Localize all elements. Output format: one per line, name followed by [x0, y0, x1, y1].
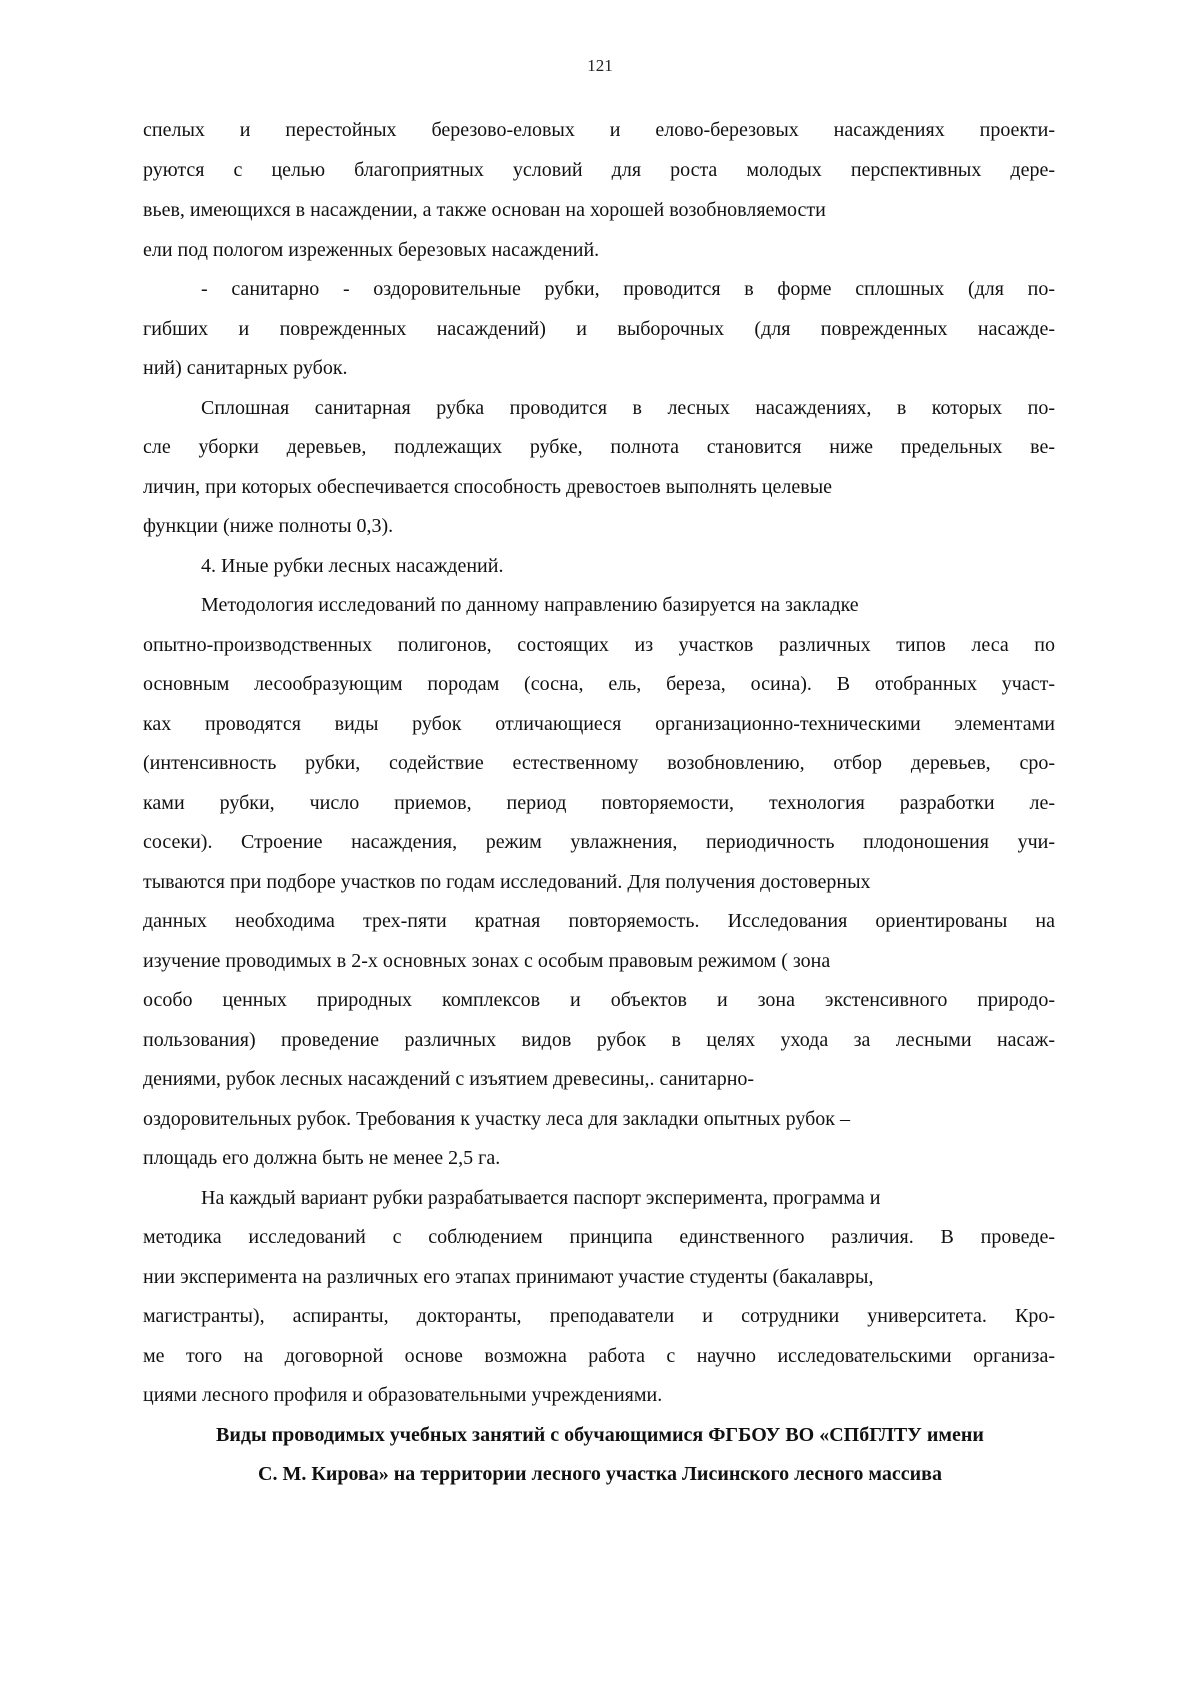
text-line: личин, при которых обеспечивается способность древостоев выполнять целевые	[143, 476, 833, 498]
text-line: ний) санитарных рубок.	[143, 357, 348, 379]
section-heading: Виды проводимых учебных занятий с обучающимися ФГБОУ ВО «СПбГЛТУ имени	[216, 1424, 984, 1446]
text-line: основным лесообразующим породам (сосна, ель, береза, осина). В отобранных участ-	[143, 673, 1055, 695]
text-line: тываются при подборе участков по годам исследований. Для получения достоверных	[143, 871, 871, 893]
text-line: оздоровительных рубок. Требования к участку леса для закладки опытных рубок –	[143, 1108, 851, 1130]
text-line: Методология исследований по данному направлению базируется на закладке	[201, 594, 859, 616]
text-line: нии эксперимента на различных его этапах принимают участие студенты (бакалавры,	[143, 1266, 874, 1288]
text-line: опытно-производственных полигонов, состоящих из участков различных типов леса по	[143, 634, 1055, 656]
text-line: Сплошная санитарная рубка проводится в лесных насаждениях, в которых по-	[201, 397, 1055, 419]
text-line: методика исследований с соблюдением принципа единственного различия. В проведе-	[143, 1226, 1055, 1248]
text-line: циями лесного профиля и образовательными учреждениями.	[143, 1384, 663, 1406]
text-line: данных необходима трех-пяти кратная повторяемость. Исследования ориентированы на	[143, 910, 1055, 932]
text-line: ками рубки, число приемов, период повторяемости, технология разработки ле-	[143, 792, 1055, 814]
text-line: гибших и поврежденных насаждений) и выборочных (для поврежденных насажде-	[143, 318, 1055, 340]
text-line: магистранты), аспиранты, докторанты, преподаватели и сотрудники университета. Кро-	[143, 1305, 1055, 1327]
section-heading: С. М. Кирова» на территории лесного участка Лисинского лесного массива	[258, 1463, 942, 1485]
text-line: (интенсивность рубки, содействие естественному возобновлению, отбор деревьев, сро-	[143, 752, 1055, 774]
page-number: 121	[587, 56, 613, 75]
text-line: На каждый вариант рубки разрабатывается паспорт эксперимента, программа и	[201, 1187, 881, 1209]
text-line: ели под пологом изреженных березовых насаждений.	[143, 239, 600, 261]
text-line: площадь его должна быть не менее 2,5 га.	[143, 1147, 501, 1169]
text-line: сосеки). Строение насаждения, режим увлажнения, периодичность плодоношения учи-	[143, 831, 1055, 853]
text-line: дениями, рубок лесных насаждений с изъятием древесины,. санитарно-	[143, 1068, 755, 1090]
text-line: ме того на договорной основе возможна работа с научно исследовательскими организа-	[143, 1345, 1055, 1367]
text-line: пользования) проведение различных видов рубок в целях ухода за лесными насаж-	[143, 1029, 1055, 1051]
text-line: - санитарно - оздоровительные рубки, проводится в форме сплошных (для по-	[201, 278, 1055, 300]
text-line: 4. Иные рубки лесных насаждений.	[201, 555, 504, 577]
text-line: сле уборки деревьев, подлежащих рубке, полнота становится ниже предельных ве-	[143, 436, 1055, 458]
text-line: изучение проводимых в 2-х основных зонах с особым правовым режимом ( зона	[143, 950, 831, 972]
text-line: особо ценных природных комплексов и объектов и зона экстенсивного природо-	[143, 989, 1055, 1011]
text-line: спелых и перестойных березово-еловых и елово-березовых насаждениях проекти-	[143, 119, 1055, 141]
text-line: функции (ниже полноты 0,3).	[143, 515, 394, 537]
text-line: вьев, имеющихся в насаждении, а также основан на хорошей возобновляемости	[143, 199, 826, 221]
text-line: ках проводятся виды рубок отличающиеся организационно-техническими элементами	[143, 713, 1055, 735]
text-line: руются с целью благоприятных условий для роста молодых перспективных дере-	[143, 159, 1055, 181]
